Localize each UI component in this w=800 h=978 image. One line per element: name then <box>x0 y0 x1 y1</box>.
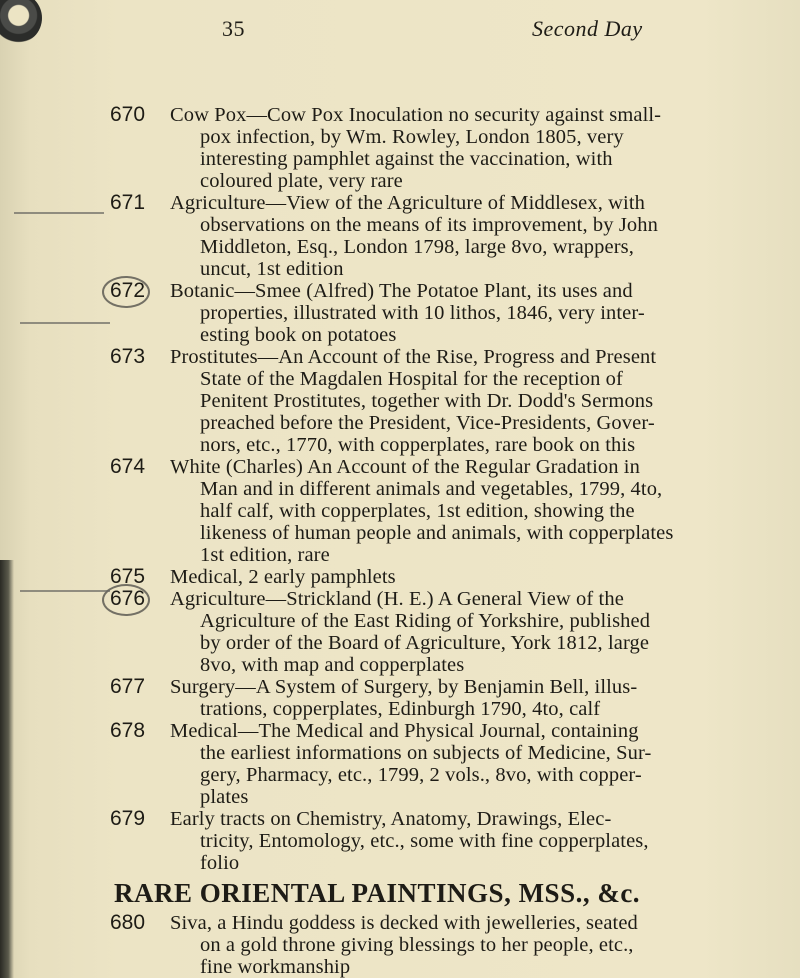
lot-line: Botanic—Smee (Alfred) The Potatoe Plant, its uses and <box>170 280 633 302</box>
lot-line: Penitent Prostitutes, together with Dr. Dodd's Sermons <box>200 390 654 412</box>
lot-description <box>170 676 640 720</box>
pencil-circle-mark <box>102 276 150 308</box>
lot-description <box>170 912 640 978</box>
lot-number: 670 <box>110 103 146 126</box>
lot-line: Early tracts on Chemistry, Anatomy, Drawings, Elec- <box>170 808 612 830</box>
lot-line: Agriculture—View of the Agriculture of Middlesex, with <box>170 192 645 214</box>
lot-line: the earliest informations on subjects of Medicine, Sur- <box>200 742 652 764</box>
lot-line: tricity, Entomology, etc., some with fine copperplates, <box>200 830 649 852</box>
lot-line: on a gold throne giving blessings to her people, etc., <box>200 934 634 956</box>
lot-line: coloured plate, very rare <box>200 170 403 192</box>
lot-description <box>170 808 649 874</box>
page-number: 35 <box>222 16 245 41</box>
lot-line: properties, illustrated with 10 lithos, 1846, very inter- <box>200 302 645 324</box>
lot-line: Cow Pox—Cow Pox Inoculation no security against small- <box>170 104 662 126</box>
lot-description <box>170 192 658 280</box>
lot-line: esting book on potatoes <box>200 324 397 346</box>
lot-line: Agriculture—Strickland (H. E.) A General View of the <box>170 588 624 610</box>
lot-line: Medical—The Medical and Physical Journal, containing <box>170 720 639 742</box>
pencil-circle-mark <box>102 584 150 616</box>
lot-line: observations on the means of its improvement, by John <box>200 214 658 236</box>
binder-clip-icon <box>0 0 42 44</box>
lot-line: White (Charles) An Account of the Regular Gradation in <box>170 456 640 478</box>
lot-description <box>170 346 657 456</box>
lot-number: 677 <box>110 675 146 698</box>
lot-number: 680 <box>110 911 146 934</box>
lot-number: 673 <box>110 345 146 368</box>
lot-line: Man and in different animals and vegetables, 1799, 4to, <box>200 478 663 500</box>
lot-line: interesting pamphlet against the vaccination, with <box>200 148 613 170</box>
lot-line: Agriculture of the East Riding of Yorkshire, published <box>200 610 651 632</box>
lot-description <box>170 456 674 566</box>
lot-line: trations, copperplates, Edinburgh 1790, 4to, calf <box>200 698 601 720</box>
lot-line: gery, Pharmacy, etc., 1799, 2 vols., 8vo, with copper- <box>200 764 642 786</box>
lot-line: preached before the President, Vice-Presidents, Gover- <box>200 412 655 434</box>
lot-line: Siva, a Hindu goddess is decked with jewelleries, seated <box>170 912 638 934</box>
lot-line: 1st edition, rare <box>200 544 330 566</box>
lot-number: 671 <box>110 191 146 214</box>
section-heading: RARE ORIENTAL PAINTINGS, MSS., &c. <box>114 878 641 908</box>
pencil-rule-mark <box>20 322 110 324</box>
lot-line: plates <box>200 786 249 808</box>
lot-line: 8vo, with map and copperplates <box>200 654 465 676</box>
lot-line: Medical, 2 early pamphlets <box>170 566 396 588</box>
lot-line: fine workmanship <box>200 956 351 978</box>
lot-description <box>170 566 640 588</box>
lot-line: uncut, 1st edition <box>200 258 344 280</box>
lot-line: by order of the Board of Agriculture, York 1812, large <box>200 632 650 654</box>
lot-description <box>170 720 652 808</box>
lot-line: State of the Magdalen Hospital for the reception of <box>200 368 623 390</box>
lot-number: 674 <box>110 455 146 478</box>
lot-line: Middleton, Esq., London 1798, large 8vo, wrappers, <box>200 236 634 258</box>
pencil-rule-mark <box>20 590 110 592</box>
lot-line: likeness of human people and animals, with copperplates <box>200 522 674 544</box>
lot-number: 676 <box>110 587 146 610</box>
lot-line: pox infection, by Wm. Rowley, London 1805, very <box>200 126 624 148</box>
lot-line: Prostitutes—An Account of the Rise, Progress and Present <box>170 346 657 368</box>
lot-description <box>170 280 645 346</box>
lot-description <box>170 104 662 192</box>
lot-line: nors, etc., 1770, with copperplates, rare book on this <box>200 434 636 456</box>
lot-number: 675 <box>110 565 146 588</box>
lot-number: 679 <box>110 807 146 830</box>
lot-line: half calf, with copperplates, 1st edition, showing the <box>200 500 635 522</box>
pencil-rule-mark <box>14 212 104 214</box>
lot-description <box>170 588 651 676</box>
lot-number: 672 <box>110 279 146 302</box>
lot-line: Surgery—A System of Surgery, by Benjamin Bell, illus- <box>170 676 638 698</box>
page-gutter-shadow <box>0 560 14 978</box>
lot-number: 678 <box>110 719 146 742</box>
lot-line: folio <box>200 852 240 874</box>
day-title: Second Day <box>532 16 643 41</box>
